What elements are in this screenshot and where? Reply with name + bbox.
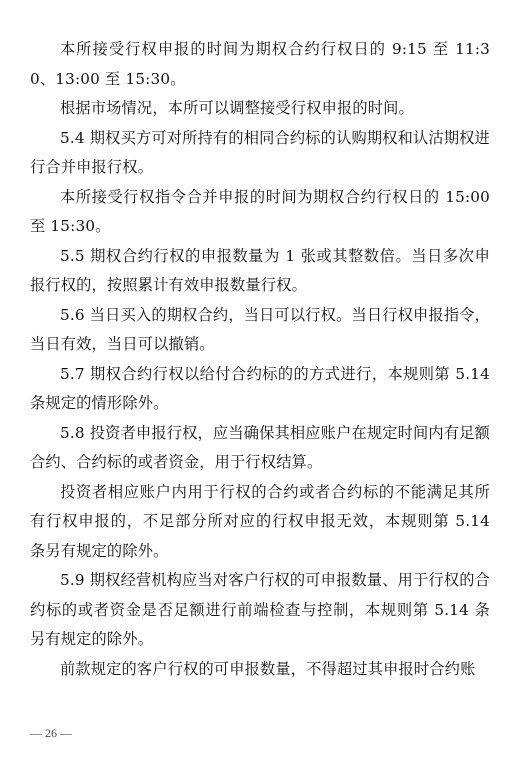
paragraph-5-4: 5.4 期权买方可对所持有的相同合约标的认购期权和认沽期权进行合并申报行权。 [30, 128, 490, 176]
paragraph-5-8: 5.8 投资者申报行权，应当确保其相应账户在规定时间内有足额合约、合约标的或者资金，用于行权结算。 [30, 423, 490, 471]
paragraph-adjust-time: 根据市场情况，本所可以调整接受行权申报的时间。 [60, 99, 414, 117]
paragraph-limit: 前款规定的客户行权的可申报数量，不得超过其申报时合约账 [60, 659, 476, 678]
document-body [30, 35, 490, 684]
paragraph-exercise-time: 本所接受行权申报的时间为期权合约行权日的 9:15 至 11:30、13:00 至 15:30。 [30, 40, 490, 88]
paragraph-5-6: 5.6 当日买入的期权合约，当日可以行权。当日行权申报指令，当日有效，当日可以撤销。 [30, 305, 490, 353]
page-number: — 26 — [30, 726, 72, 740]
paragraph-5-7: 5.7 期权合约行权以给付合约标的的方式进行，本规则第 5.14 条规定的情形除外。 [30, 364, 490, 412]
paragraph-5-9: 5.9 期权经营机构应当对客户行权的可申报数量、用于行权的合约标的或者资金是否足额进行前端检查与控制，本规则第 5.14 条另有规定的除外。 [30, 571, 490, 648]
paragraph-insufficient: 投资者相应账户内用于行权的合约或者合约标的不能满足其所有行权申报的，不足部分所对应的行权申报无效，本规则第 5.14 条另有规定的除外。 [30, 482, 490, 560]
paragraph-merge-time: 本所接受行权指令合并申报的时间为期权合约行权日的 15:00 至 15:30。 [30, 187, 490, 235]
paragraph-5-5: 5.5 期权合约行权的申报数量为 1 张或其整数倍。当日多次申报行权的，按照累计有效申报数量行权。 [30, 246, 490, 294]
